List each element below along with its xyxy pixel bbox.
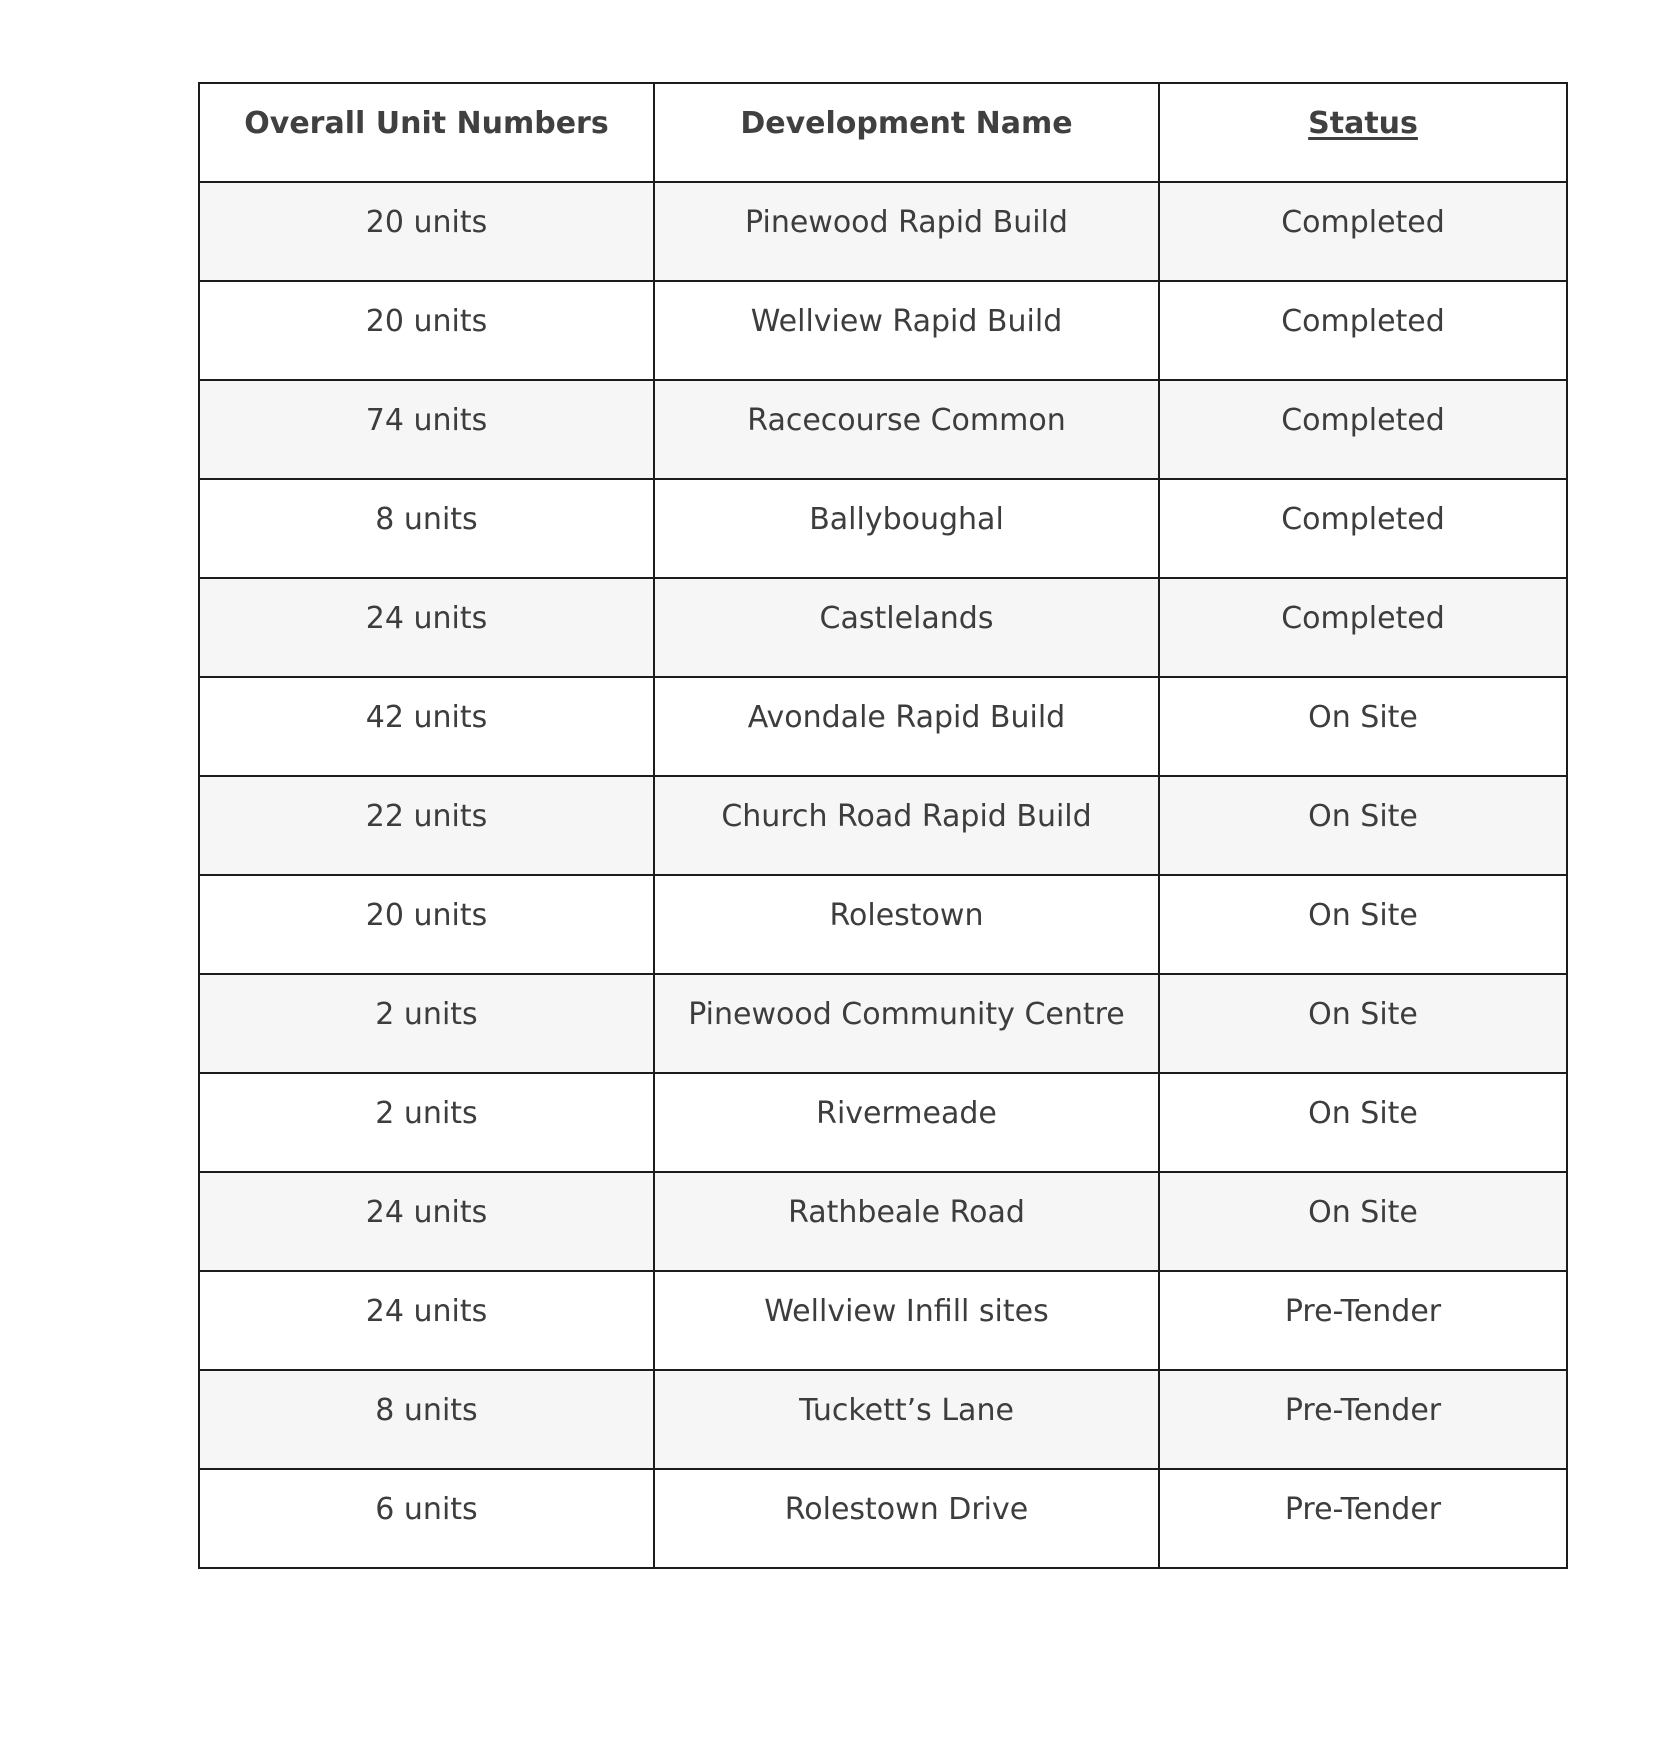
cell-development-name: Tuckett’s Lane [654,1370,1159,1469]
table-row [199,1469,1567,1568]
cell-status: Completed [1159,380,1567,479]
cell-units: 8 units [199,479,654,578]
cell-units: 8 units [199,1370,654,1469]
table-row [199,380,1567,479]
cell-status: Completed [1159,281,1567,380]
cell-units: 24 units [199,1172,654,1271]
cell-development-name: Rolestown Drive [654,1469,1159,1568]
cell-development-name: Avondale Rapid Build [654,677,1159,776]
table-row [199,578,1567,677]
cell-units: 24 units [199,578,654,677]
cell-units: 20 units [199,281,654,380]
cell-status: On Site [1159,1172,1567,1271]
cell-development-name: Wellview Infill sites [654,1271,1159,1370]
cell-units: 74 units [199,380,654,479]
cell-development-name: Rolestown [654,875,1159,974]
cell-status: Pre-Tender [1159,1370,1567,1469]
cell-status: On Site [1159,974,1567,1073]
cell-units: 6 units [199,1469,654,1568]
cell-development-name: Racecourse Common [654,380,1159,479]
cell-status: On Site [1159,875,1567,974]
table-row [199,1271,1567,1370]
cell-development-name: Wellview Rapid Build [654,281,1159,380]
cell-units: 22 units [199,776,654,875]
cell-status: Completed [1159,182,1567,281]
cell-status: Completed [1159,578,1567,677]
table-row [199,1172,1567,1271]
table-row [199,776,1567,875]
cell-units: 24 units [199,1271,654,1370]
header-overall-unit-numbers: Overall Unit Numbers [199,83,654,182]
table-row [199,875,1567,974]
header-status [1159,83,1567,182]
cell-development-name: Pinewood Rapid Build [654,182,1159,281]
table-row [199,182,1567,281]
table-row [199,1370,1567,1469]
housing-units-table [198,82,1568,1569]
cell-units: 20 units [199,182,654,281]
cell-status: On Site [1159,1073,1567,1172]
cell-status: Pre-Tender [1159,1271,1567,1370]
cell-development-name: Ballyboughal [654,479,1159,578]
cell-development-name: Church Road Rapid Build [654,776,1159,875]
cell-development-name: Rivermeade [654,1073,1159,1172]
header-status-label: Status [1308,106,1418,141]
table-header-row [199,83,1567,182]
cell-status: Pre-Tender [1159,1469,1567,1568]
table-row [199,974,1567,1073]
cell-units: 2 units [199,974,654,1073]
table-row [199,479,1567,578]
cell-units: 2 units [199,1073,654,1172]
cell-development-name: Castlelands [654,578,1159,677]
table-row [199,281,1567,380]
cell-status: On Site [1159,776,1567,875]
cell-units: 20 units [199,875,654,974]
table-row [199,677,1567,776]
cell-status: Completed [1159,479,1567,578]
cell-development-name: Pinewood Community Centre [654,974,1159,1073]
cell-status: On Site [1159,677,1567,776]
cell-units: 42 units [199,677,654,776]
cell-development-name: Rathbeale Road [654,1172,1159,1271]
header-development-name: Development Name [654,83,1159,182]
table-row [199,1073,1567,1172]
